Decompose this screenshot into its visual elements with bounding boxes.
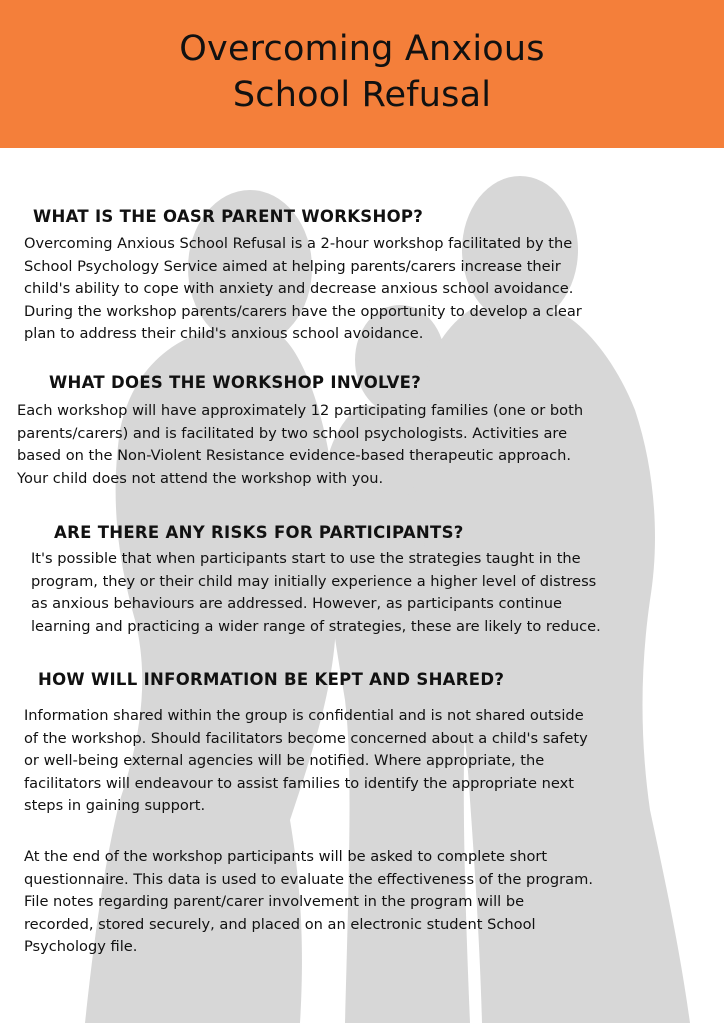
text-line: File notes regarding parent/carer involvement in the program will be [24, 893, 525, 911]
text-line: parents/carers) and is facilitated by two school psychologists. Activities are [17, 424, 568, 442]
text-line: as anxious behaviours are addressed. However, as participants continue [31, 595, 562, 613]
title-line: Overcoming Anxious [179, 29, 545, 69]
text-line: Your child does not attend the workshop with you. [17, 469, 384, 487]
page-title [0, 26, 724, 118]
text-line: or well-being external agencies will be notified. Where appropriate, the [24, 752, 545, 770]
text-line: questionnaire. This data is used to evaluate the effectiveness of the program. [24, 870, 593, 888]
section-heading-block [38, 669, 504, 691]
section-heading: ARE THERE ANY RISKS FOR PARTICIPANTS? [54, 523, 464, 542]
text-line: Psychology file. [24, 938, 138, 956]
text-line: Each workshop will have approximately 12 participating families (one or both [17, 402, 584, 419]
section-heading: WHAT DOES THE WORKSHOP INVOLVE? [49, 373, 422, 392]
text-line: Information shared within the group is confidential and is not shared outside [24, 707, 584, 724]
section-heading-block [49, 372, 421, 394]
text-line: of the workshop. Should facilitators become concerned about a child's safety [24, 729, 588, 747]
text-line: During the workshop parents/carers have the opportunity to develop a clear [24, 302, 582, 320]
text-line: School Psychology Service aimed at helping parents/carers increase their [24, 257, 561, 275]
section-body [24, 846, 593, 959]
text-line: facilitators will endeavour to assist families to identify the appropriate next [24, 774, 574, 792]
section-heading: HOW WILL INFORMATION BE KEPT AND SHARED? [38, 670, 505, 689]
paragraph [17, 400, 583, 490]
section-heading-block [54, 522, 464, 544]
text-line: recorded, stored securely, and placed on an electronic student School [24, 915, 536, 933]
text-line: program, they or their child may initially experience a higher level of distress [31, 572, 597, 590]
section-heading-block [33, 206, 423, 228]
section-body [24, 233, 582, 346]
text-line: based on the Non-Violent Resistance evidence-based therapeutic approach. [17, 447, 572, 465]
section-body [17, 400, 583, 490]
text-line: Overcoming Anxious School Refusal is a 2-hour workshop facilitated by the [24, 235, 573, 252]
text-line: child's ability to cope with anxiety and decrease anxious school avoidance. [24, 280, 574, 298]
text-line: At the end of the workshop participants will be asked to complete short [24, 848, 548, 865]
paragraph [24, 846, 593, 959]
text-line: It's possible that when participants start to use the strategies taught in the [31, 550, 581, 567]
section-body [24, 705, 588, 818]
paragraph [31, 548, 601, 638]
text-line: steps in gaining support. [24, 797, 206, 815]
paragraph [24, 705, 588, 818]
section-body [31, 548, 601, 638]
section-heading: WHAT IS THE OASR PARENT WORKSHOP? [33, 207, 424, 226]
title-banner [0, 0, 724, 148]
paragraph [24, 233, 582, 346]
text-line: learning and practicing a wider range of strategies, these are likely to reduce. [31, 617, 601, 635]
text-line: plan to address their child's anxious school avoidance. [24, 325, 424, 343]
title-line: School Refusal [232, 75, 492, 115]
